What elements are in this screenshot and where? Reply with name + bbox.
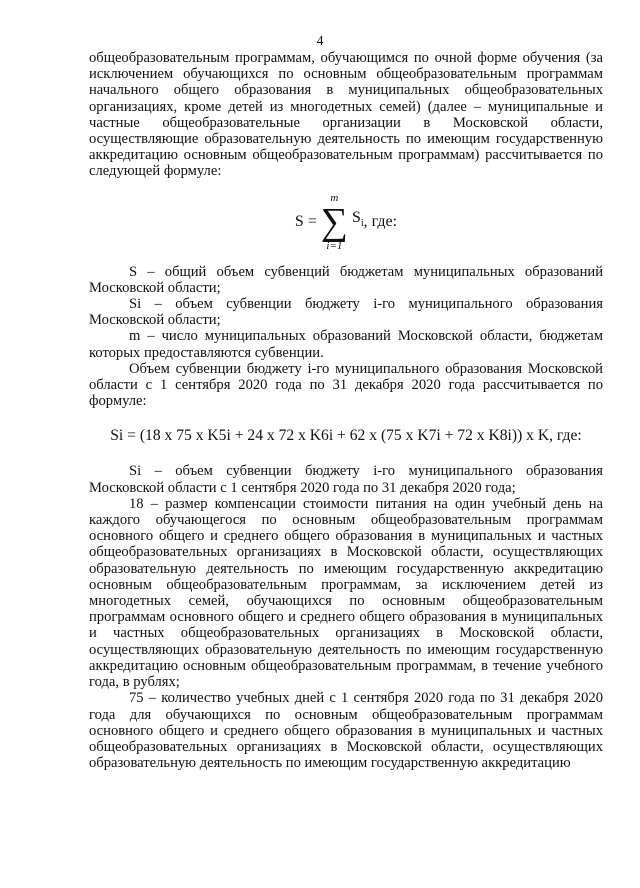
document-body <box>89 50 603 771</box>
formula-term <box>352 210 364 232</box>
definition-m: m – число муниципальных образований Московской области, бюджетам которых предоставляются субвенции. <box>89 328 603 361</box>
sum-formula-block <box>89 180 603 264</box>
formula-term-subscript: i <box>360 218 364 230</box>
sum-lower-limit: i=1 <box>326 239 343 252</box>
definition-18: 18 – размер компенсации стоимости питания на один учебный день на каждого обучающегося по основным общеобразовательным программам основного общего и среднего общего образования в муниципальных и частных общеобразовательных организациях в Московской области, осуществляющих образовательную деятельность по имеющим государственную аккредитацию основным общеобразовательным программам, за исключением детей из многодетных семей, обучающихся по основным общеобразовательным программам основного общего и среднего общего образования в муниципальных и частных общеобразовательных организациях в Московской области, осуществляющих образовательную деятельность по имеющим государственную аккредитацию основным общеобразовательным программам, в течение учебного года, в рублях; <box>89 495 603 691</box>
sum-upper-limit: m <box>330 191 339 204</box>
definition-75: 75 – количество учебных дней с 1 сентября 2020 года по 31 декабря 2020 года для обучающихся по основным общеобразовательным программам основного общего и среднего общего образования в муниципальных и частных общеобразовательных организациях в Московской области, осуществляющих образовательную деятельность по имеющим государственную аккредитацию <box>89 690 603 772</box>
formula-suffix: , где: <box>363 212 398 230</box>
definition-si-period: Si – объем субвенции бюджету i-го муниципального образования Московской области с 1 сентября 2020 года по 31 декабря 2020 года; <box>89 463 603 496</box>
sigma-symbol <box>321 192 348 252</box>
volume-paragraph: Объем субвенции бюджету i-го муниципального образования Московской области с 1 сентября 2020 года по 31 декабря 2020 года рассчитывается по формуле: <box>89 360 603 410</box>
page-number: 4 <box>316 34 324 49</box>
formula-lhs: S = <box>294 212 317 230</box>
formula-term-base: S <box>351 209 361 227</box>
sigma-glyph: ∑ <box>320 200 348 243</box>
definition-s: S – общий объем субвенций бюджетам муниципальных образований Московской области; <box>89 263 603 296</box>
definition-si: Si – объем субвенции бюджету i-го муниципального образования Московской области; <box>89 296 603 329</box>
intro-paragraph: общеобразовательным программам, обучающимся по очной форме обучения (за исключением обучающихся по основным общеобразовательным программам начального общего образования в муниципальных общеобразовательных организациях, кроме детей из многодетных семей) (далее – муниципальные и частные общеобразовательные организации в Московской области, осуществляющие образовательную деятельность по имеющим государственную аккредитацию основным общеобразовательным программам) рассчитывается по следующей формуле: <box>89 50 603 180</box>
sum-formula <box>295 192 397 252</box>
subvention-formula: Si = (18 x 75 x K5i + 24 x 72 x K6i + 62 x (75 x K7i + 72 x K8i)) x K, где: <box>110 427 582 445</box>
